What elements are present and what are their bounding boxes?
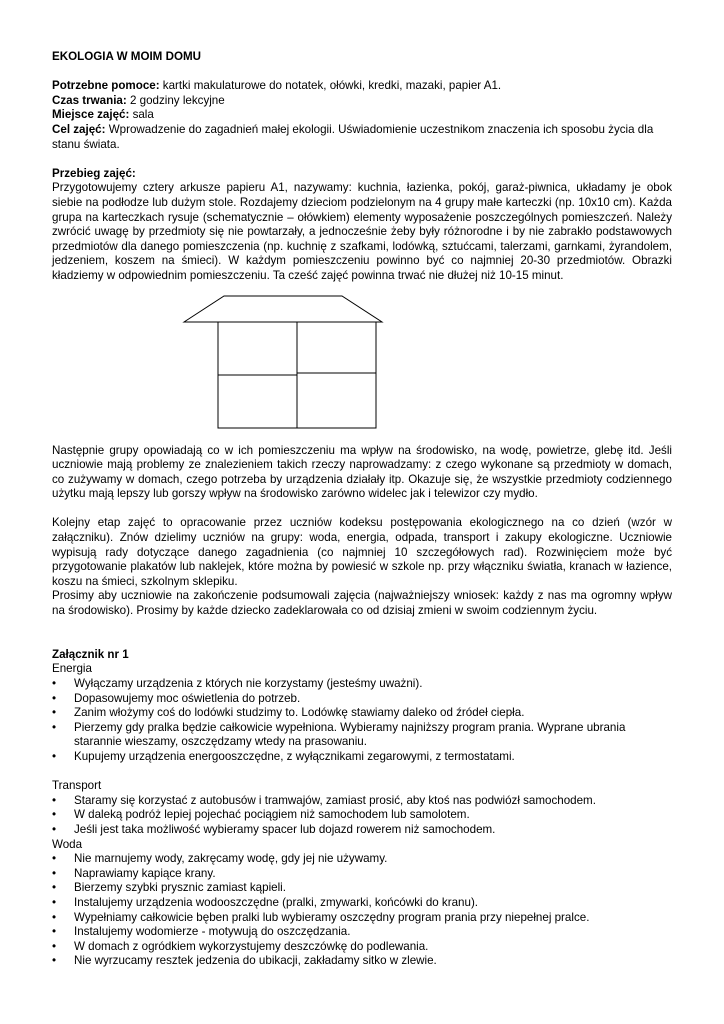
list-item-text: Instalujemy wodomierze - motywują do oszczędzania. (74, 925, 351, 939)
document-title: EKOLOGIA W MOIM DOMU (52, 50, 201, 63)
bullet-icon: • (52, 939, 57, 953)
bullet-icon: • (52, 895, 57, 909)
meta-czas (52, 94, 672, 109)
bullet-icon: • (52, 691, 57, 705)
kodeks-paragraph: Kolejny etap zajęć to opracowanie przez uczniów kodeksu postępowania ekologicznego na co dzień (wzór w załączniku). Znów dzielimy uczniów na grupy: woda, energia, odpada, transport i zakupy ekologiczne. Uczniowie wypisują rady dotyczące danego zagadnienia (co najmniej 10 szczegółowych rad). Rozwinięciem może być przygotowanie plakatów lub naklejek, które można by powiesić w szkole np. przy włączniku światła, kranach w łazience, koszu na śmieci, szkolnym sklepiku. (52, 516, 672, 588)
list-item-text: Jeśli jest taka możliwość wybieramy spacer lub dojazd rowerem niż samochodem. (74, 822, 496, 836)
meta-label: Cel zajęć: (52, 122, 106, 136)
house-diagram (52, 290, 672, 440)
podsumowanie-paragraph: Prosimy aby uczniowie na zakończenie podsumowali zajęcia (najważniejszy wniosek: każdy z nas ma ogromny wpływ na środowisko). Prosimy by każde dziecko zadeklarowała co od dzisiaj zmieni w swoim codziennym życiu. (52, 589, 672, 618)
bullet-icon: • (52, 822, 57, 836)
list-item (52, 823, 672, 838)
spacer (52, 633, 672, 648)
list-item (52, 940, 672, 955)
list-item (52, 677, 672, 692)
bullet-icon: • (52, 749, 57, 763)
list-item (52, 867, 672, 882)
list-item (52, 852, 672, 867)
list-item-text: Bierzemy szybki prysznic zamiast kąpieli. (74, 881, 286, 895)
list-item-text: W domach z ogródkiem wykorzystujemy deszczówkę do podlewania. (74, 939, 429, 953)
bullet-icon: • (52, 954, 57, 968)
woda-list (52, 852, 672, 969)
zalacznik-heading: Załącznik nr 1 (52, 647, 129, 661)
spacer (52, 619, 672, 634)
meta-value: kartki makulaturowe do notatek, ołówki, kredki, mazaki, papier A1. (159, 79, 502, 93)
list-item-text: W daleką podróż lepiej pojechać pociągiem niż samochodem lub samolotem. (74, 808, 470, 822)
list-item (52, 911, 672, 926)
transport-list (52, 794, 672, 838)
meta-label: Miejsce zajęć: (52, 108, 130, 122)
list-item-text: Wyłączamy urządzenia z których nie korzystamy (jesteśmy uważni). (74, 677, 423, 690)
bullet-icon: • (52, 881, 57, 895)
bullet-icon: • (52, 793, 57, 807)
list-item-text: Nie marnujemy wody, zakręcamy wodę, gdy jej nie używamy. (74, 852, 388, 866)
list-item-text: Zanim włożymy coś do lodówki studzimy to. Lodówkę stawiamy daleko od źródeł ciepła. (74, 706, 525, 720)
list-item-text: Staramy się korzystać z autobusów i tramwajów, zamiast prosić, aby ktoś nas podwiózł samochodem. (74, 793, 596, 807)
woda-heading: Woda (52, 837, 83, 851)
list-item-text: Naprawiamy kapiące krany. (74, 866, 216, 880)
list-item (52, 706, 672, 721)
bullet-icon: • (52, 910, 57, 924)
bullet-icon: • (52, 677, 57, 690)
meta-pomoce (52, 79, 672, 94)
spacer (52, 502, 672, 517)
meta-cel (52, 123, 672, 152)
list-item (52, 896, 672, 911)
list-item-text: Pierzemy gdy pralka będzie całkowicie wypełniona. Wybieramy najniższy program prania. Wyprane ubrania starannie wieszamy, oszczędzamy wtedy na prasowaniu. (74, 720, 626, 749)
list-item-text: Instalujemy urządzenia wodooszczędne (pralki, zmywarki, końcówki do kranu). (74, 895, 479, 909)
list-item-text: Nie wyrzucamy resztek jedzenia do ubikacji, zakładamy sitko w zlewie. (74, 954, 437, 968)
document-page (52, 50, 672, 969)
bullet-icon: • (52, 720, 57, 734)
bullet-icon: • (52, 706, 57, 720)
list-item-text: Wypełniamy całkowicie bęben pralki lub wybieramy oszczędny program prania przy niepełnej pralce. (74, 910, 590, 924)
meta-label: Potrzebne pomoce: (52, 79, 160, 93)
spacer (52, 765, 672, 780)
meta-miejsce (52, 108, 672, 123)
list-item (52, 721, 672, 750)
meta-value: 2 godziny lekcyjne (126, 93, 225, 107)
house-roof (184, 296, 382, 322)
energia-heading: Energia (52, 662, 92, 676)
przebieg-paragraph: Przygotowujemy cztery arkusze papieru A1, nazywamy: kuchnia, łazienka, pokój, garaż-piwnica, układamy je obok siebie na podłodze lub dużym stole. Rozdajemy dzieciom podzielonym na 4 grupy małe karteczki (np. 10x10 cm). Każda grupa na karteczkach rysuje (schematycznie – ołówkiem) elementy wyposażenie poszczególnych pomieszczeń. Należy zwrócić uwagę by przedmioty się nie powtarzały, a jednocześnie żeby były różnorodne i by nie zabrakło podstawowych przedmiotów dla danego pomieszczenia (np. kuchnię z szafkami, lodówką, sztućcami, talerzami, garnkami, żyrandolem, jedzeniem, koszem na śmieci). W każdym pomieszczeniu powinno być co najmniej 20-30 przedmiotów. Obrazki kładziemy w odpowiednim pomieszczeniu. Ta cześć zajęć powinna trwać nie dłużej niż 10-15 minut. (52, 181, 672, 282)
meta-value: sala (129, 108, 154, 122)
list-item (52, 881, 672, 896)
meta-label: Czas trwania: (52, 93, 127, 107)
bullet-icon: • (52, 866, 57, 880)
bullet-icon: • (52, 808, 57, 822)
transport-heading: Transport (52, 779, 102, 793)
list-item-text: Dopasowujemy moc oświetlenia do potrzeb. (74, 691, 301, 705)
list-item (52, 692, 672, 707)
energia-list (52, 677, 672, 765)
opowiadanie-paragraph: Następnie grupy opowiadają co w ich pomieszczeniu ma wpływ na środowisko, na wodę, powietrze, glebę itd. Jeśli uczniowie mają problemy ze znalezieniem takich rzeczy naprowadzamy: z czego wykonane są przedmioty w domach, co zużywamy w domach, czego potrzeba by urządzenia działały itp. Okazuje się, że wszystkie przedmioty codziennego użytku mają lepszy lub gorszy wpływ na środowisko zarówno widelec jak i telewizor czy mydło. (52, 443, 672, 501)
spacer (52, 152, 672, 167)
list-item (52, 925, 672, 940)
list-item (52, 808, 672, 823)
list-item (52, 954, 672, 969)
list-item (52, 750, 672, 765)
przebieg-heading: Przebieg zajęć: (52, 166, 136, 180)
meta-value: Wprowadzenie do zagadnień małej ekologii. Uświadomienie uczestnikom znaczenia ich sposobu życia dla stanu świata. (52, 122, 654, 151)
list-item (52, 794, 672, 809)
bullet-icon: • (52, 925, 57, 939)
list-item-text: Kupujemy urządzenia energooszczędne, z wyłącznikami zegarowymi, z termostatami. (74, 749, 515, 763)
bullet-icon: • (52, 852, 57, 866)
